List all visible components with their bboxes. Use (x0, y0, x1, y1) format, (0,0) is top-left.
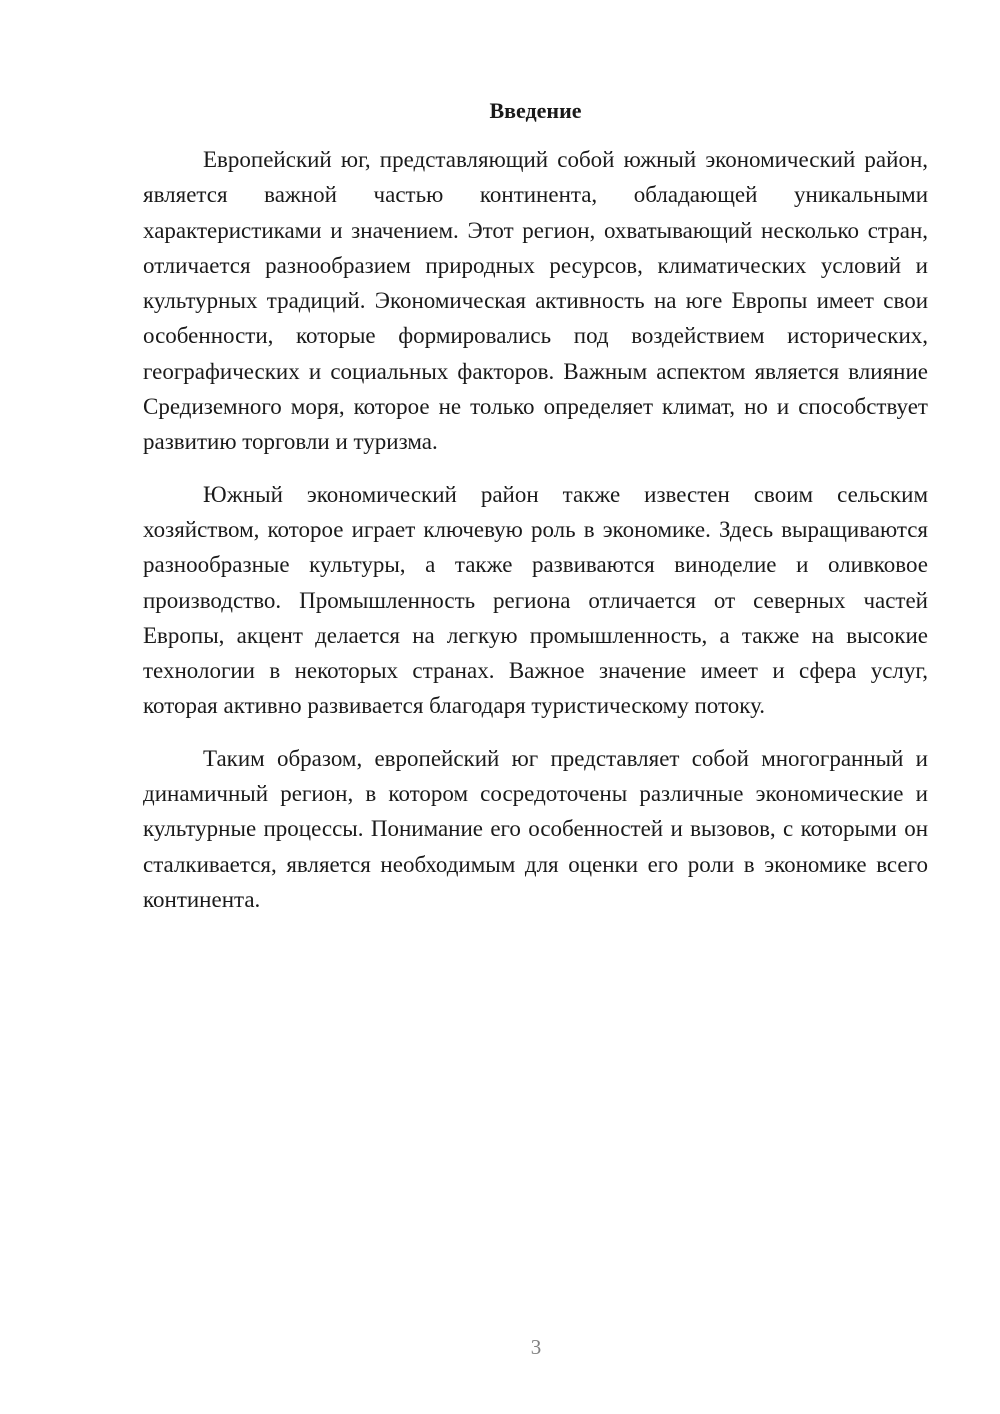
page-number: 3 (530, 1335, 542, 1359)
section-heading: Введение (489, 98, 582, 123)
paragraph-1: Европейский юг, представляющий собой южный экономический район, является важной частью континента, обладающей уникальными характеристиками и значением. Этот регион, охватывающий несколько стран, отличается разнообразием природных ресурсов, климатических условий и культурных традиций. Экономическая активность на юге Европы имеет свои особенности, которые формировались под воздействием исторических, географических и социальных факторов. Важным аспектом является влияние Средиземного моря, которое не только определяет климат, но и способствует развитию торговли и туризма. (143, 147, 928, 455)
paragraph-2: Южный экономический район также известен своим сельским хозяйством, которое играет ключевую роль в экономике. Здесь выращиваются разнообразные культуры, а также развиваются виноделие и оливковое производство. Промышленность региона отличается от северных частей Европы, акцент делается на легкую промышленность, а также на высокие технологии в некоторых странах. Важное значение имеет и сфера услуг, которая активно развивается благодаря туристическому потоку. (143, 481, 928, 719)
body-text (143, 142, 928, 934)
paragraph-3: Таким образом, европейский юг представляет собой многогранный и динамичный регион, в котором сосредоточены различные экономические и культурные процессы. Понимание его особенностей и вызовов, с которыми он сталкивается, является необходимым для оценки его роли в экономике всего континента. (143, 745, 928, 912)
